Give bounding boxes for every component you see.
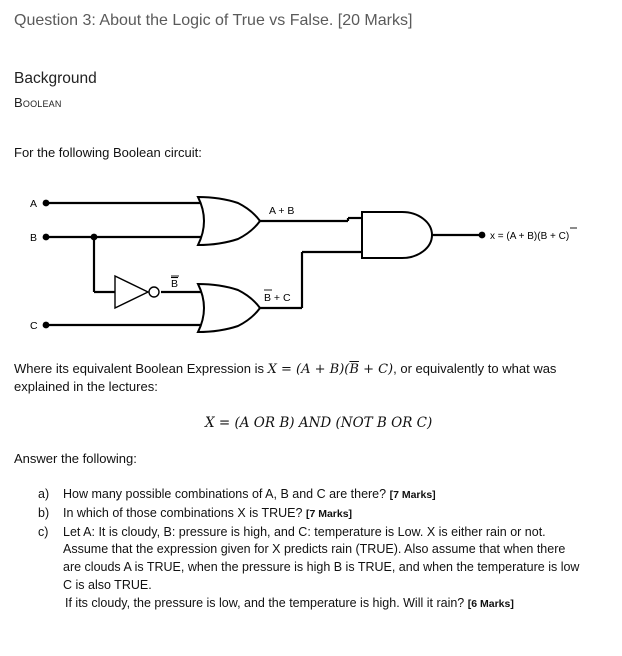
and-gate (362, 212, 432, 258)
question-c: c) Let A: It is cloudy, B: pressure is high, and C: temperature is Low. X is either rain or not. Assume that the expression given for X predicts rain (TRUE). Also assume that when there are clouds A is TRUE, when the pressure is high B is TRUE, and when the temperature is low C is also TRUE. If its cloudy, the pressure is low, and the temperature is high. Will it rain? [6 Marks] (38, 524, 580, 610)
background-subheading: Boolean (14, 95, 62, 110)
background-heading: Background (14, 70, 97, 87)
alternative-expression: X = (A OR B) AND (NOT B OR C) (205, 415, 433, 431)
input-c-label: C (30, 320, 38, 332)
or2-output-label: B + C (264, 292, 291, 304)
question-list (38, 486, 618, 614)
boolean-circuit-diagram (0, 190, 622, 350)
output-label: x = (A + B)(B + C) (490, 231, 570, 242)
not-output-label: B (171, 278, 179, 290)
expression-line-1: Where its equivalent Boolean Expression is $X = (A + B)(\overline{B} + C)$, or equivalently to what was (14, 361, 557, 377)
circuit-intro: For the following Boolean circuit: (14, 145, 202, 160)
input-b-label: B (30, 232, 38, 244)
not-bubble (149, 287, 159, 297)
input-a-label: A (30, 198, 38, 210)
question-b: b) In which of those combinations X is TRUE? [7 Marks] (38, 505, 353, 520)
answer-intro: Answer the following: (14, 451, 137, 466)
question-a: a) How many possible combinations of A, B and C are there? [7 Marks] (38, 487, 436, 501)
or-gate-1 (198, 197, 260, 245)
question-title: Question 3: About the Logic of True vs False. [20 Marks] (14, 12, 413, 29)
not-gate (115, 276, 148, 308)
expression-line-2: explained in the lectures: (14, 379, 158, 394)
or1-output-label: A + B (269, 205, 295, 217)
or-gate-2 (198, 284, 260, 332)
